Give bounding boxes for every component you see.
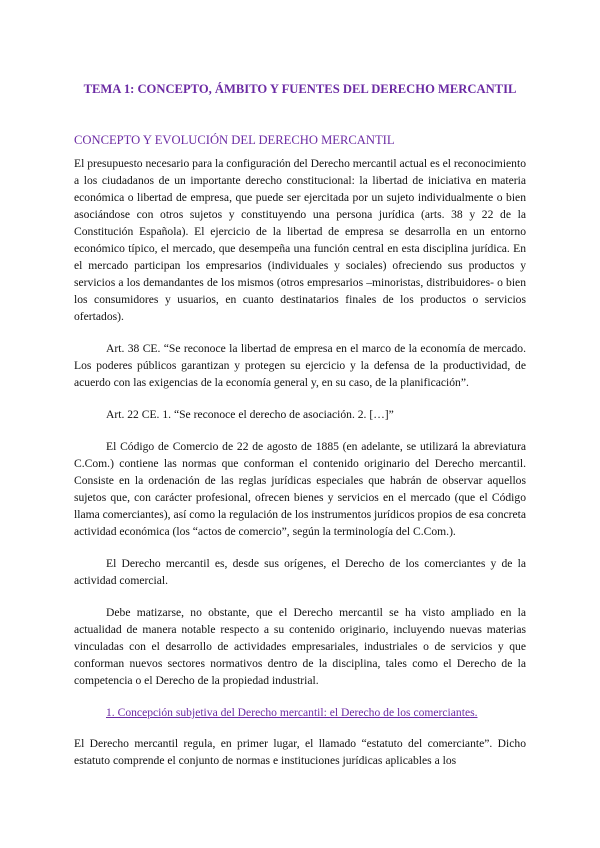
paragraph-derecho-comerciantes: El Derecho mercantil es, desde sus orígenes, el Derecho de los comerciantes y de la actividad comercial. (74, 557, 526, 587)
section-heading: CONCEPTO Y EVOLUCIÓN DEL DERECHO MERCANTIL (74, 133, 395, 147)
paragraph-art-38: Art. 38 CE. “Se reconoce la libertad de empresa en el marco de la economía de mercado. Los poderes públicos garantizan y protegen su ejercicio y la defensa de la productividad, de acuerdo con las exigencias de la economía general y, en su caso, de la planificación”. (74, 342, 526, 389)
paragraph-art-22: Art. 22 CE. 1. “Se reconoce el derecho de asociación. 2. […]” (106, 408, 394, 421)
paragraph-estatuto: El Derecho mercantil regula, en primer lugar, el llamado “estatuto del comerciante”. Dicho estatuto comprende el conjunto de normas e instituciones jurídicas aplicables a los (74, 737, 526, 767)
paragraph-intro: El presupuesto necesario para la configuración del Derecho mercantil actual es el reconocimiento a los ciudadanos de un importante derecho constitucional: la libertad de iniciativa en materia económica o libertad de empresa, que puede ser ejercitada por un sujeto individualmente o bien asociándose con otros sujetos y constituyendo una persona jurídica (arts. 38 y 22 de la Constitución Española). El ejercicio de la libertad de empresa se desarrolla en un entorno económico típico, el mercado, que desempeña una función central en esta disciplina jurídica. En el mercado participan los empresarios (individuales y sociales) ofreciendo sus productos y servicios a los demandantes de los mismos (otros empresarios –minoristas, distribuidores- o bien los consumidores y usuarios, en cuanto destinatarios finales de los productos o servicios ofertados). (74, 157, 526, 323)
subsection-heading: 1. Concepción subjetiva del Derecho mercantil: el Derecho de los comerciantes. (106, 706, 478, 719)
document-body (74, 155, 526, 784)
paragraph-codigo-comercio: El Código de Comercio de 22 de agosto de 1885 (en adelante, se utilizará la abreviatura C.Com.) contiene las normas que conforman el contenido originario del Derecho mercantil. Consiste en la ordenación de las reglas jurídicas especiales que habrán de observar aquellos sujetos que, con carácter profesional, ofrecen bienes y servicios en el mercado (que el Código llama comerciantes), así como la regulación de los instrumentos jurídicos propios de esa concreta actividad económica (los “actos de comercio”, según la terminología del C.Com.). (74, 440, 527, 538)
document-title: TEMA 1: CONCEPTO, ÁMBITO Y FUENTES DEL DERECHO MERCANTIL (83, 82, 517, 96)
paragraph-ampliacion: Debe matizarse, no obstante, que el Derecho mercantil se ha visto ampliado en la actualidad de manera notable respecto a su contenido originario, incluyendo nuevas materias vinculadas con el desarrollo de actividades empresariales, industriales o de servicios y que conforman nuevos sectores normativos dentro de la disciplina, tales como el Derecho de la competencia o el Derecho de la propiedad industrial. (74, 606, 526, 687)
